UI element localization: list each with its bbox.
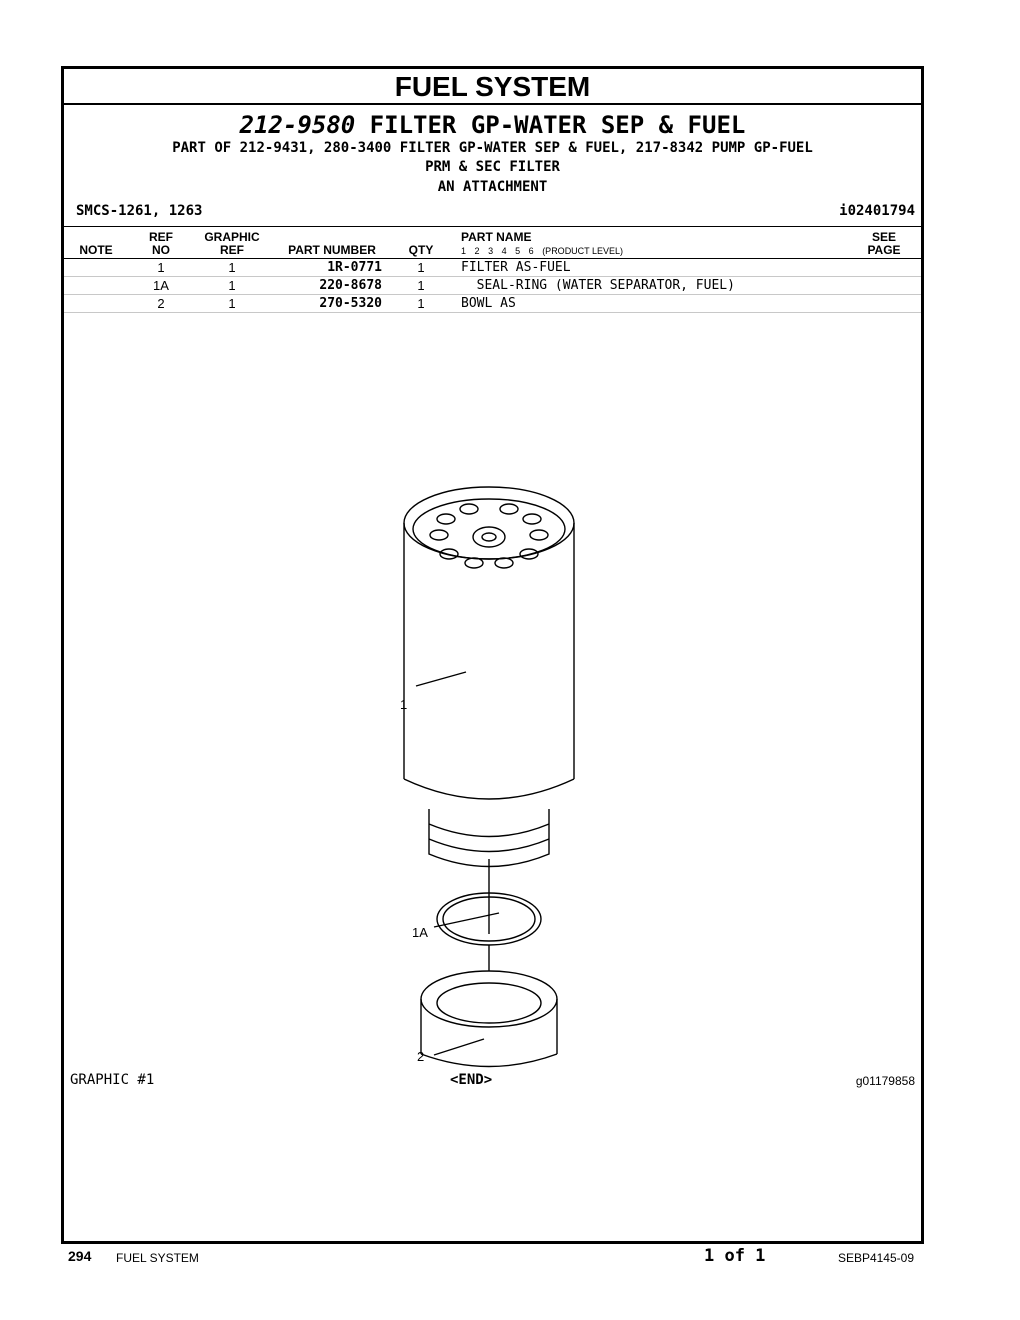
group-name: FILTER GP-WATER SEP & FUEL xyxy=(369,111,746,139)
col-graphic-2: REF xyxy=(220,243,244,257)
doc-id: SEBP4145-09 xyxy=(837,1251,914,1265)
footer-section: FUEL SYSTEM xyxy=(116,1251,199,1265)
row-2-graphic-ref: 1 xyxy=(228,278,236,293)
row-1-part-name: FILTER AS-FUEL xyxy=(461,260,571,275)
row-divider xyxy=(64,312,921,313)
row-1-ref: 1 xyxy=(157,260,165,275)
row-divider xyxy=(64,276,921,277)
header-rule-top xyxy=(64,226,921,227)
graphic-id: g01179858 xyxy=(855,1074,915,1088)
col-qty: QTY xyxy=(408,243,434,257)
page-of: 1 of 1 xyxy=(704,1246,766,1266)
group-title xyxy=(64,111,921,139)
smcs-code: SMCS-1261, 1263 xyxy=(76,203,203,219)
illustration-id: i02401794 xyxy=(839,203,915,219)
col-note: NOTE xyxy=(79,243,113,257)
graphic-label: GRAPHIC #1 xyxy=(70,1072,155,1088)
callout-1: 1 xyxy=(400,697,408,712)
row-2-part-number: 220-8678 xyxy=(319,278,382,293)
col-part-number: PART NUMBER xyxy=(288,243,376,257)
attachment-line: AN ATTACHMENT xyxy=(437,179,548,195)
col-graphic-1: GRAPHIC xyxy=(204,230,260,244)
part-of-line-2: PRM & SEC FILTER xyxy=(425,159,560,175)
row-divider xyxy=(64,294,921,295)
col-part-name: PART NAME xyxy=(461,230,532,244)
header-rule-bottom xyxy=(64,258,921,259)
col-see-2: PAGE xyxy=(867,243,901,257)
end-label: <END> xyxy=(450,1072,493,1088)
product-levels: 1 2 3 4 5 6 (PRODUCT LEVEL) xyxy=(461,246,624,256)
row-3-part-number: 270-5320 xyxy=(319,296,382,311)
exploded-view-drawing xyxy=(334,479,634,1069)
row-1-part-number: 1R-0771 xyxy=(327,260,382,275)
col-ref-1: REF xyxy=(149,230,173,244)
row-3-graphic-ref: 1 xyxy=(228,296,236,311)
callout-2: 2 xyxy=(417,1049,425,1064)
row-1-qty: 1 xyxy=(417,260,425,275)
col-ref-2: NO xyxy=(152,243,170,257)
callout-1a: 1A xyxy=(412,925,428,940)
section-title: FUEL SYSTEM xyxy=(64,69,921,105)
row-2-part-name: SEAL-RING (WATER SEPARATOR, FUEL) xyxy=(461,278,735,293)
row-1-graphic-ref: 1 xyxy=(228,260,236,275)
row-2-qty: 1 xyxy=(417,278,425,293)
page-number: 294 xyxy=(68,1248,92,1264)
row-3-part-name: BOWL AS xyxy=(461,296,516,311)
part-of-line: PART OF 212-9431, 280-3400 FILTER GP-WATER SEP & FUEL, 217-8342 PUMP GP-FUEL xyxy=(172,140,813,156)
col-see-1: SEE xyxy=(871,230,896,244)
row-3-qty: 1 xyxy=(417,296,425,311)
row-2-ref: 1A xyxy=(153,278,169,293)
group-number: 212-9580 xyxy=(239,111,356,139)
row-3-ref: 2 xyxy=(157,296,165,311)
page-frame xyxy=(61,66,924,1244)
